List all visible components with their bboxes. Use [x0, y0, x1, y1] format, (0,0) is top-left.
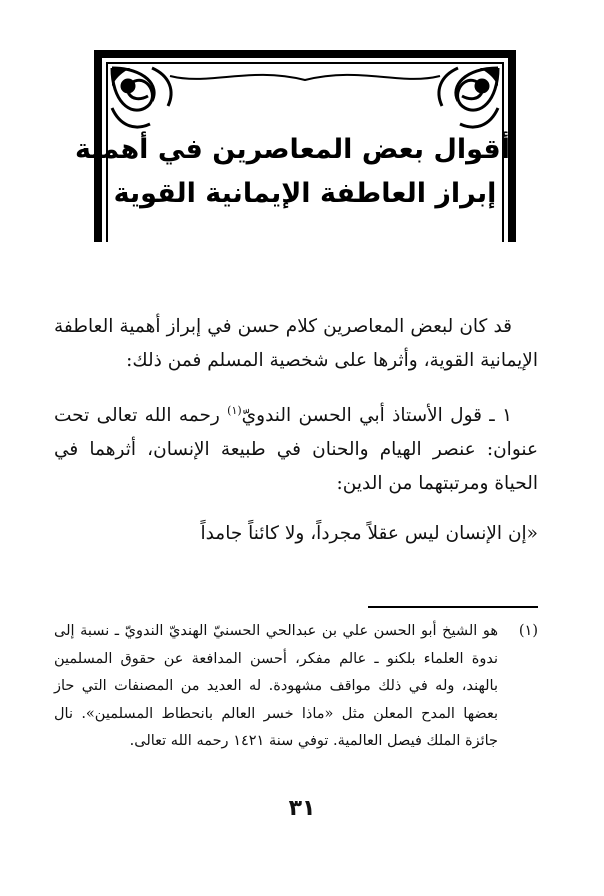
item-1-paragraph [54, 394, 538, 501]
title-line-2: إبراز العاطفة الإيمانية القوية [113, 178, 497, 209]
page-number: ٣١ [288, 796, 316, 821]
body-text [54, 310, 538, 567]
footnote-marker: (١) [518, 623, 538, 639]
footnote-text: هو الشيخ أبو الحسن علي بن عبدالحي الحسنيّ الهنديّ الندويّ ـ نسبة إلى ندوة العلماء بلكنو ـ عالم مفكر، أحسن المدافعة عن حقوق المسلمين بالهند، وله في ذلك مواقف مشهودة. له العديد من المصنفات التي حاز بعضها المدح المعلن مثل «ماذا خسر العالم بانحطاط المسلمين». نال جائزة الملك فيصل العالمية. توفي سنة ١٤٢١ رحمه الله تعالى. [54, 623, 498, 749]
item-1-start: ١ ـ قول الأستاذ أبي الحسن الندويّ [241, 405, 512, 427]
footnote [54, 618, 538, 756]
footnote-separator [368, 606, 538, 608]
chapter-title [74, 128, 510, 216]
item-1-rest: رحمه الله تعالى تحت عنوان: عنصر الهيام والحنان في طبيعة الإنسان، أثرهما في الحياة ومرتبتهما من الدين: [54, 405, 538, 495]
intro-paragraph: قد كان لبعض المعاصرين كلام حسن في إبراز أهمية العاطفة الإيمانية القوية، وأثرها على شخصية المسلم فمن ذلك: [54, 316, 538, 371]
quote-paragraph: «إن الإنسان ليس عقلاً مجرداً، ولا كائناً جامداً [200, 523, 538, 545]
footnote-reference: (١) [227, 404, 242, 417]
title-line-1: أقوال بعض المعاصرين في أهمية [74, 134, 510, 165]
